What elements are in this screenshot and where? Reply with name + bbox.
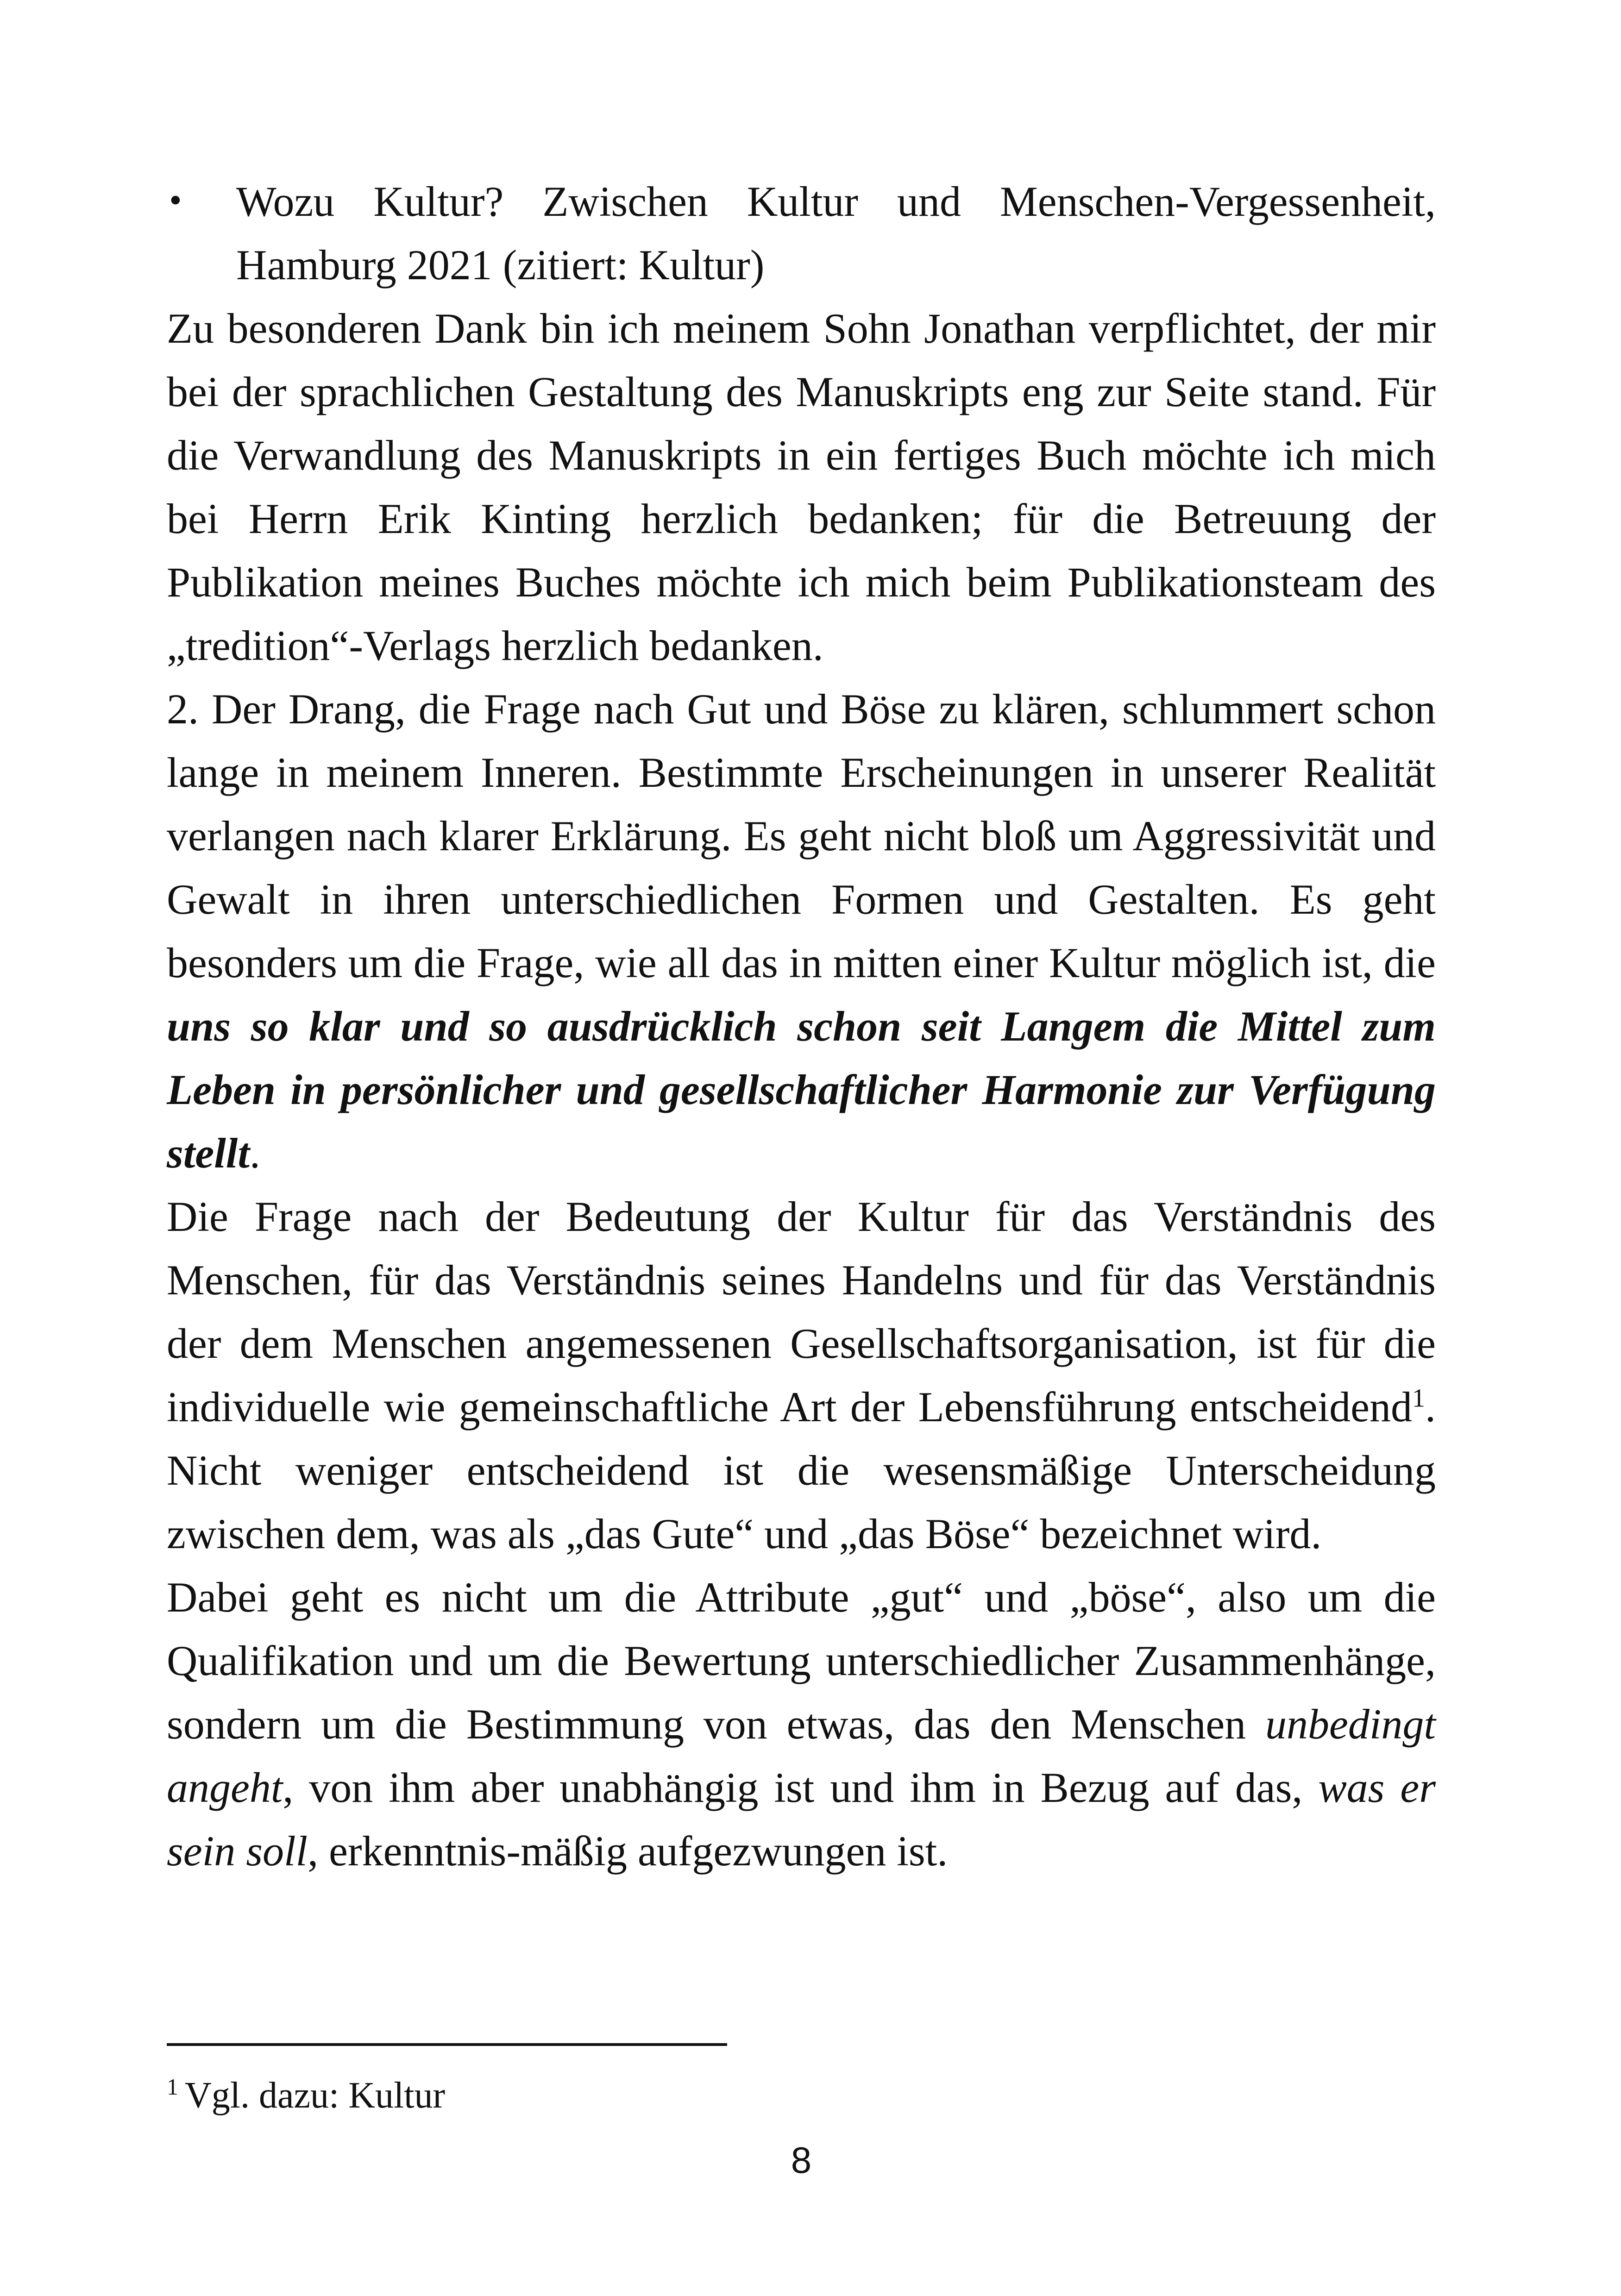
body-text — [167, 297, 1436, 1883]
emphasis-italic-2: was er sein soll — [167, 1764, 1436, 1875]
paragraph-acknowledgements: Zu besonderen Dank bin ich meinem Sohn Jonathan verpflichtet, der mir bei der sprachlichen Gestaltung des Manuskripts eng zur Seite stand. Für die Verwandlung des Manuskripts in ein fertiges Buch möchte ich mich bei Herrn Erik Kinting herzlich bedanken; für die Betreuung der Publikation meines Buches möchte ich mich beim Publikationsteam des „tredition“-Verlags herzlich bedanken. — [167, 305, 1436, 669]
emphasis-italic-1: unbedingt angeht — [167, 1700, 1436, 1811]
paragraph-3 — [167, 1185, 1436, 1566]
footnote-separator — [167, 2043, 727, 2046]
paragraph-3-text: Die Frage nach der Bedeutung der Kultur für das Verständnis des Menschen, für das Verständnis seines Handelns und für das Verständnis der dem Menschen angemessenen Gesellschaftsorganisation, ist für die individuelle wie gemeinschaftliche Art der Lebensführung entscheidend — [167, 1193, 1436, 1430]
paragraph-4 — [167, 1566, 1436, 1883]
footnote — [167, 2070, 445, 2121]
footnote-marker: 1 — [167, 2074, 178, 2100]
paragraph-2 — [167, 678, 1436, 1185]
paragraph-4-text-a: Dabei geht es nicht um die Attribute „gut“ und „böse“, also um die Qualifikation und um die Bewertung unterschiedlicher Zusammenhänge, sondern um die Bestimmung von etwas, das den Menschen — [167, 1574, 1436, 1748]
page-number: 8 — [791, 2139, 812, 2181]
paragraph-2-text: 2. Der Drang, die Frage nach Gut und Böse zu klären, schlummert schon lange in meinem Inneren. Bestimmte Erscheinungen in unserer Realität verlangen nach klarer Erklärung. Es geht nicht bloß um Aggressivität und Gewalt in ihren unterschiedlichen Formen und Gestalten. Es geht besonders um die Frage, wie all das in mitten einer Kultur möglich ist, die — [167, 685, 1436, 986]
emphasis-bold-italic: uns so klar und so ausdrücklich schon seit Langem die Mittel zum Leben in persönlicher und gesellschaftlicher Harmonie zur Verfügung stellt — [167, 1003, 1436, 1177]
book-page — [167, 0, 1436, 2296]
paragraph-4-text-b: , von ihm aber unabhängig ist und ihm in Bezug auf das, — [283, 1764, 1319, 1811]
footnote-text: Vgl. dazu: Kultur — [185, 2075, 446, 2116]
bullet-text: Wozu Kultur? Zwischen Kultur und Menschen-Vergessenheit, Hamburg 2021 (zitiert: Kultur) — [236, 178, 1436, 289]
paragraph-2-end: . — [249, 1129, 260, 1177]
paragraph-4-text-c: , erkenntnis-mäßig aufgezwungen ist. — [308, 1827, 948, 1875]
paragraph-3-end: . Nicht weniger entscheidend ist die wesensmäßige Unterscheidung zwischen dem, was als „das Gute“ und „das Böse“ bezeichnet wird. — [167, 1383, 1436, 1557]
bullet-icon: • — [167, 184, 184, 219]
footnote-reference[interactable]: 1 — [1412, 1384, 1425, 1413]
bullet-item — [167, 170, 1436, 297]
